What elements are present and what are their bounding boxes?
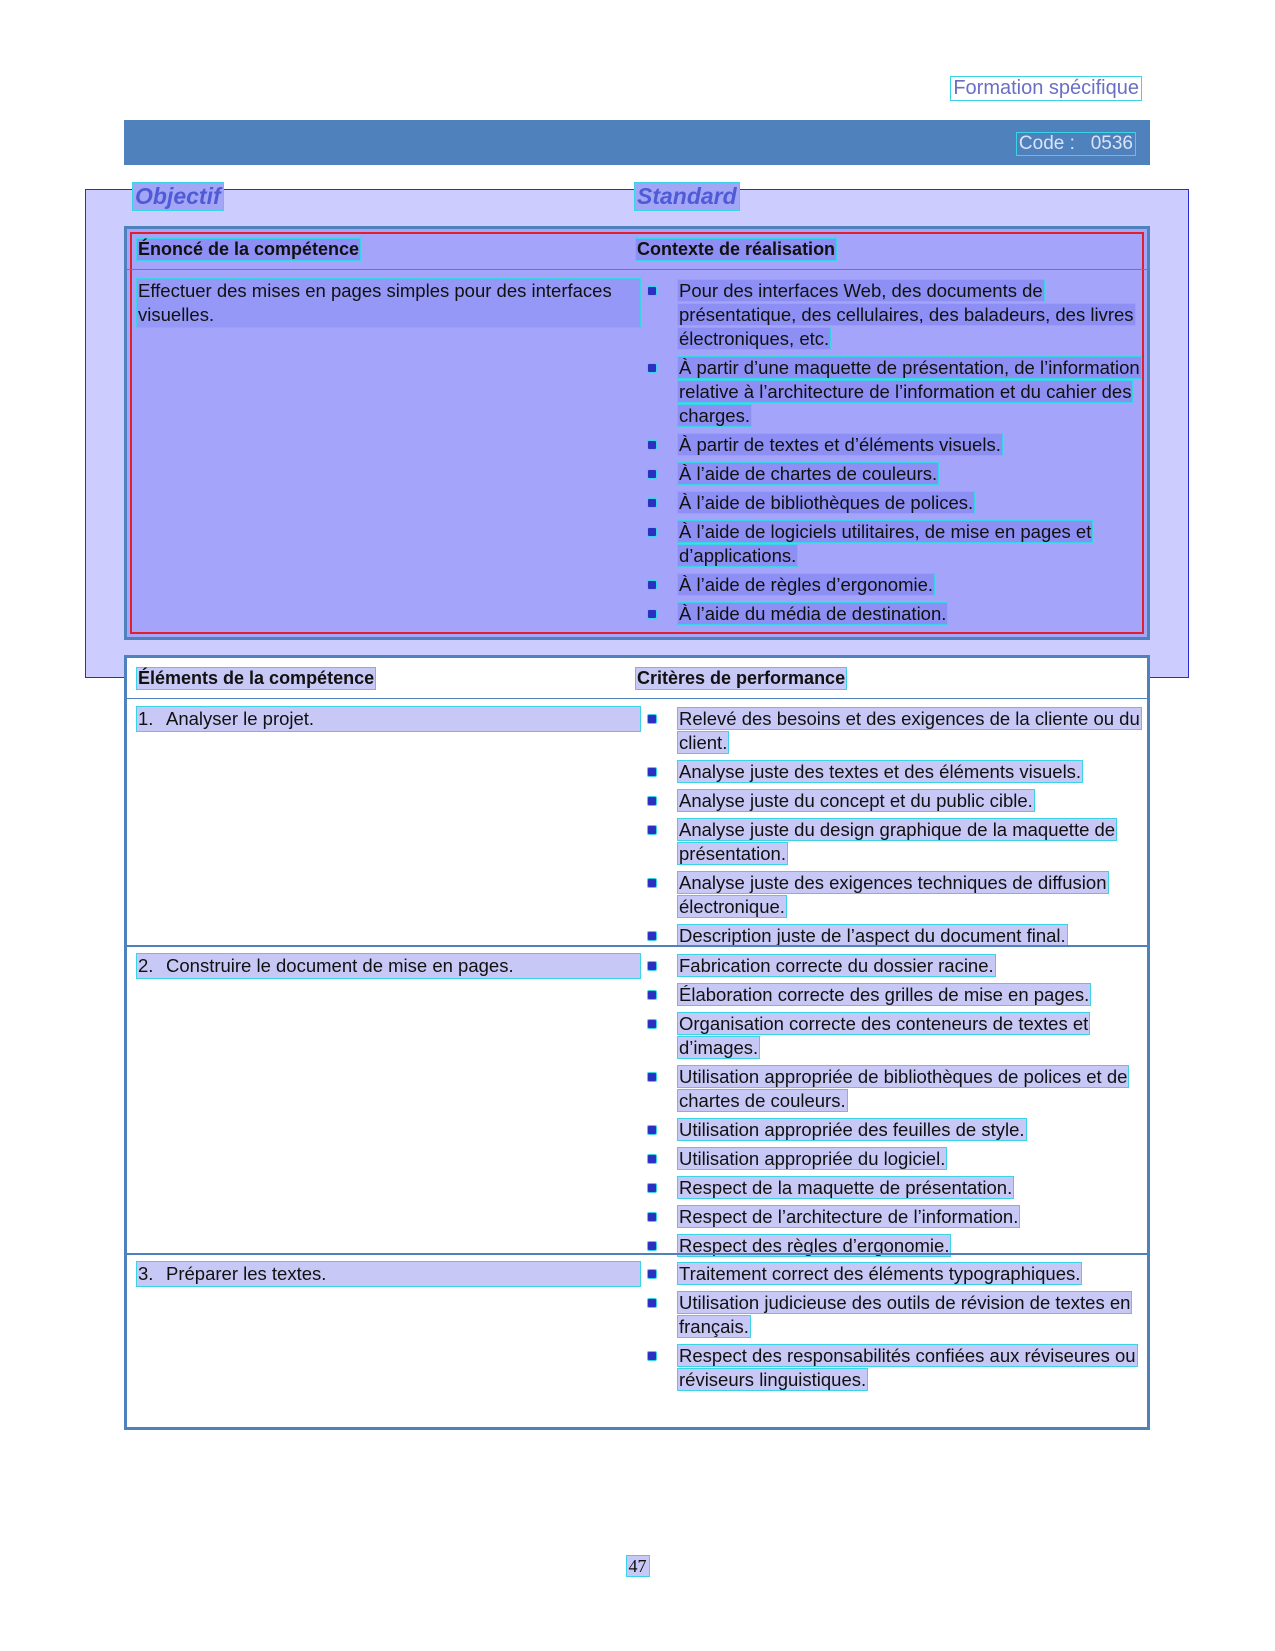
criteria-list xyxy=(647,954,1143,1263)
context-item xyxy=(647,520,1143,568)
context-item xyxy=(647,491,1143,515)
page-number-text: 47 xyxy=(626,1555,650,1577)
bullet-icon xyxy=(647,1351,657,1361)
row-divider xyxy=(127,1253,1147,1255)
element-number: 1. xyxy=(138,708,154,729)
bullet-icon xyxy=(647,1269,657,1279)
standard-heading: Standard xyxy=(634,182,740,211)
bullet-icon xyxy=(647,580,657,590)
criteria-item-text: Traitement correct des éléments typographiques. xyxy=(679,1263,1081,1284)
context-item-text: À l’aide de règles d’ergonomie. xyxy=(679,574,934,595)
criteria-item xyxy=(647,954,1143,978)
criteria-list xyxy=(647,707,1143,953)
criteria-item xyxy=(647,1344,1143,1392)
criteria-item xyxy=(647,789,1143,813)
criteria-item xyxy=(647,1012,1143,1060)
criteria-column-header: Critères de performance xyxy=(637,668,846,688)
criteria-list xyxy=(647,1262,1143,1397)
criteria-item-text: Utilisation judicieuse des outils de révision de textes en français. xyxy=(679,1292,1131,1337)
context-item xyxy=(647,573,1143,597)
criteria-item xyxy=(647,818,1143,866)
table-header-row xyxy=(127,658,1147,699)
criteria-item-text: Description juste de l’aspect du document final. xyxy=(679,925,1066,946)
criteria-item-text: Fabrication correcte du dossier racine. xyxy=(679,955,994,976)
criteria-item xyxy=(647,707,1143,755)
criteria-item-text: Élaboration correcte des grilles de mise en pages. xyxy=(679,984,1090,1005)
criteria-item xyxy=(647,871,1143,919)
criteria-item-text: Analyse juste des textes et des éléments visuels. xyxy=(679,761,1082,782)
context-list xyxy=(647,279,1143,631)
bullet-icon xyxy=(647,363,657,373)
bullet-icon xyxy=(647,1241,657,1251)
criteria-item xyxy=(647,1205,1143,1229)
bullet-icon xyxy=(647,1072,657,1082)
criteria-item-text: Relevé des besoins et des exigences de la cliente ou du client. xyxy=(679,708,1140,753)
bullet-icon xyxy=(647,990,657,1000)
bullet-icon xyxy=(647,440,657,450)
criteria-item-text: Analyse juste du design graphique de la maquette de présentation. xyxy=(679,819,1116,864)
context-item-text: À l’aide de logiciels utilitaires, de mise en pages et d’applications. xyxy=(679,521,1092,566)
competency-statement-table xyxy=(124,226,1150,640)
criteria-item-text: Utilisation appropriée du logiciel. xyxy=(679,1148,946,1169)
criteria-item xyxy=(647,1291,1143,1339)
context-item-text: À partir d’une maquette de présentation, de l’information relative à l’architecture de l’information et du cahier des charges. xyxy=(679,357,1140,426)
element-label: Analyser le projet. xyxy=(166,708,315,729)
bullet-icon xyxy=(647,714,657,724)
bullet-icon xyxy=(647,1212,657,1222)
competency-statement: Effectuer des mises en pages simples pour des interfaces visuelles. xyxy=(136,278,641,328)
criteria-item-text: Analyse juste des exigences techniques de diffusion électronique. xyxy=(679,872,1107,917)
context-item-text: À l’aide de chartes de couleurs. xyxy=(679,463,938,484)
criteria-item xyxy=(647,1147,1143,1171)
bullet-icon xyxy=(647,931,657,941)
bullet-icon xyxy=(647,767,657,777)
criteria-item-text: Utilisation appropriée des feuilles de style. xyxy=(679,1119,1025,1140)
row-divider xyxy=(127,945,1147,947)
context-item xyxy=(647,602,1143,626)
bullet-icon xyxy=(647,796,657,806)
competency-element xyxy=(136,706,641,732)
bullet-icon xyxy=(647,469,657,479)
elements-column-header: Éléments de la compétence xyxy=(138,668,375,688)
criteria-item xyxy=(647,983,1143,1007)
criteria-item xyxy=(647,1118,1143,1142)
criteria-item-text: Utilisation appropriée de bibliothèques de polices et de chartes de couleurs. xyxy=(679,1066,1128,1111)
context-item xyxy=(647,462,1143,486)
context-item xyxy=(647,279,1143,351)
criteria-item-text: Analyse juste du concept et du public cible. xyxy=(679,790,1033,811)
table-header-row xyxy=(127,229,1147,270)
criteria-item-text: Respect des règles d’ergonomie. xyxy=(679,1235,950,1256)
criteria-item-text: Organisation correcte des conteneurs de textes et d’images. xyxy=(679,1013,1089,1058)
context-item xyxy=(647,433,1143,457)
context-item-text: À partir de textes et d’éléments visuels. xyxy=(679,434,1001,455)
context-column-header: Contexte de réalisation xyxy=(637,239,836,259)
element-number: 2. xyxy=(138,955,154,976)
page-number xyxy=(0,1556,1275,1577)
context-item-text: Pour des interfaces Web, des documents de présentatique, des cellulaires, des baladeurs, des livres électroniques, etc. xyxy=(679,280,1134,349)
context-item-text: À l’aide de bibliothèques de polices. xyxy=(679,492,974,513)
criteria-item xyxy=(647,760,1143,784)
competency-code: Code : 0536 xyxy=(1016,132,1136,156)
bullet-icon xyxy=(647,1125,657,1135)
competency-element xyxy=(136,1261,641,1287)
bullet-icon xyxy=(647,878,657,888)
element-label: Construire le document de mise en pages. xyxy=(166,955,514,976)
element-number: 3. xyxy=(138,1263,154,1284)
criteria-item xyxy=(647,1262,1143,1286)
document-section-title: Formation spécifique xyxy=(950,76,1142,101)
bullet-icon xyxy=(647,1019,657,1029)
bullet-icon xyxy=(647,286,657,296)
bullet-icon xyxy=(647,1298,657,1308)
bullet-icon xyxy=(647,609,657,619)
bullet-icon xyxy=(647,1183,657,1193)
element-label: Préparer les textes. xyxy=(166,1263,327,1284)
bullet-icon xyxy=(647,527,657,537)
code-banner xyxy=(124,120,1150,165)
criteria-item xyxy=(647,1176,1143,1200)
context-item-text: À l’aide du média de destination. xyxy=(679,603,947,624)
bullet-icon xyxy=(647,1154,657,1164)
context-item xyxy=(647,356,1143,428)
objective-heading: Objectif xyxy=(132,182,224,211)
bullet-icon xyxy=(647,498,657,508)
criteria-item-text: Respect de l’architecture de l’information. xyxy=(679,1206,1019,1227)
elements-criteria-table xyxy=(124,655,1150,1430)
criteria-item xyxy=(647,1065,1143,1113)
competency-element xyxy=(136,953,641,979)
criteria-item-text: Respect de la maquette de présentation. xyxy=(679,1177,1013,1198)
criteria-item-text: Respect des responsabilités confiées aux réviseures ou réviseurs linguistiques. xyxy=(679,1345,1136,1390)
bullet-icon xyxy=(647,825,657,835)
bullet-icon xyxy=(647,961,657,971)
statement-column-header: Énoncé de la compétence xyxy=(138,239,360,259)
